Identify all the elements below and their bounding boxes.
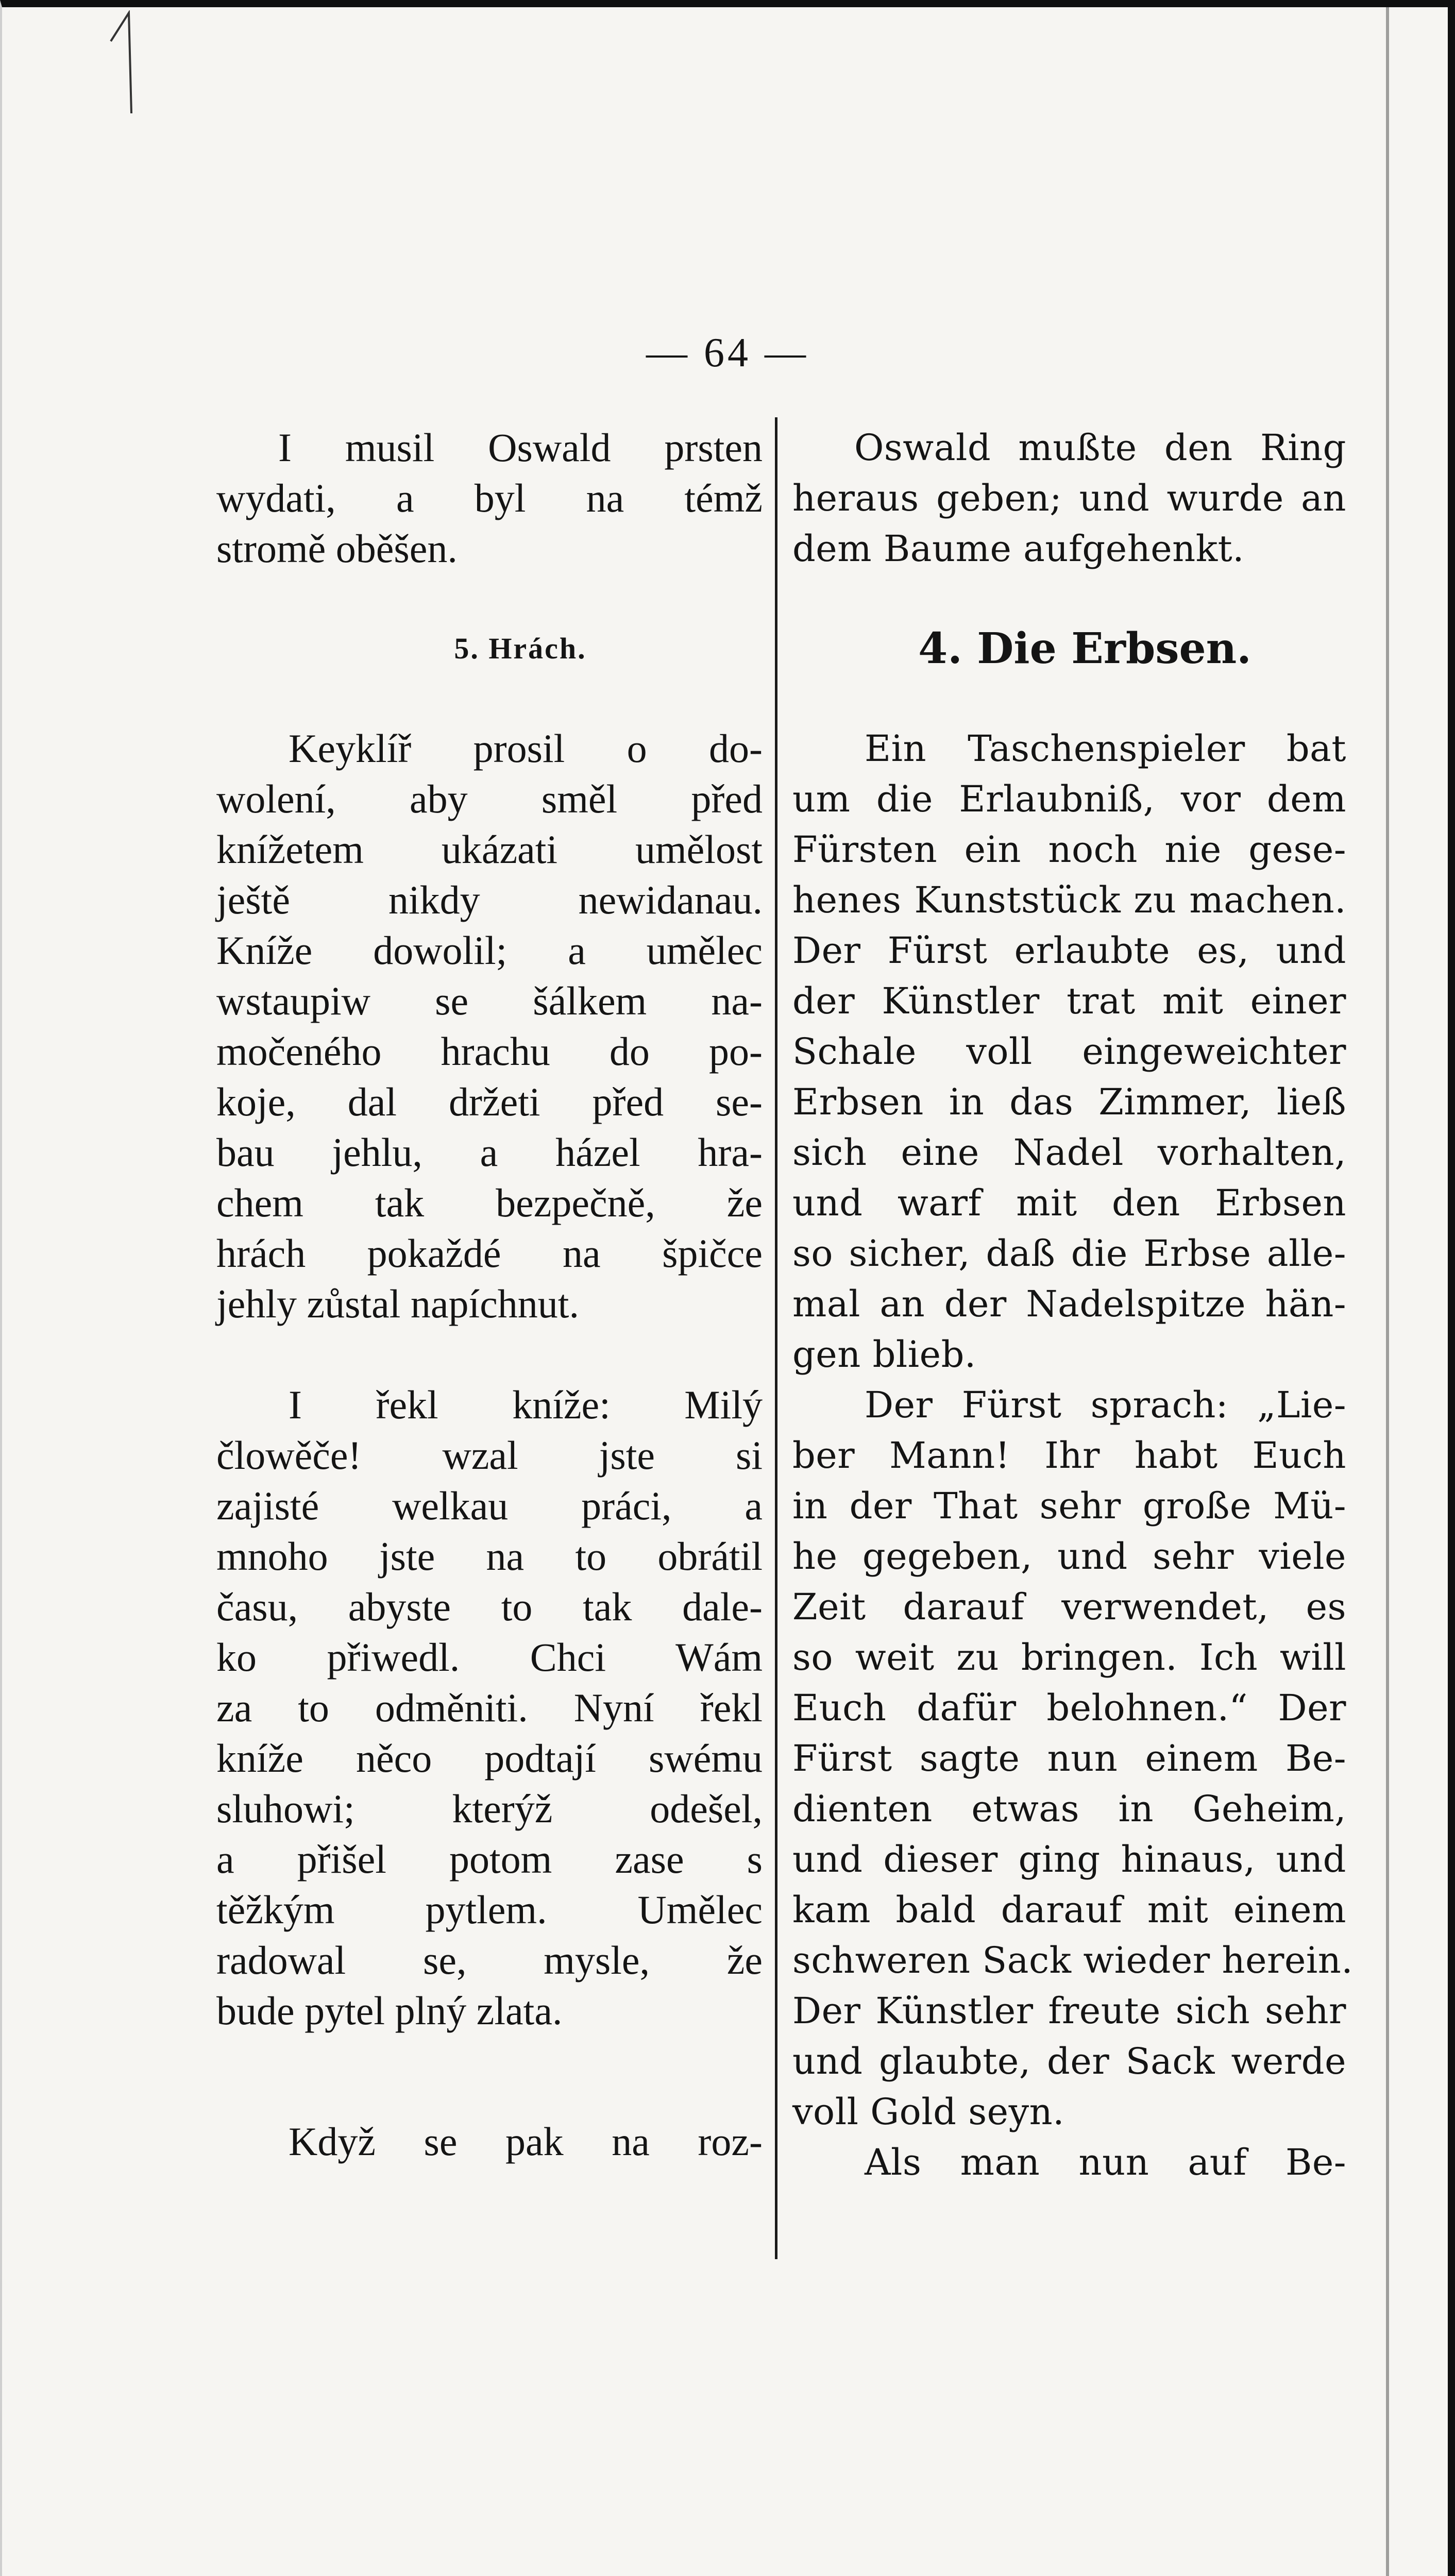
- text-line: Ein Taschenspieler bat: [865, 727, 1346, 770]
- text-line: času, abyste to tak dale-: [216, 1584, 763, 1629]
- text-line: a přišel potom zase s: [216, 1837, 763, 1882]
- text-line: Als man nun auf Be-: [865, 2141, 1346, 2183]
- text-line: zajisté welkau práci, a: [216, 1483, 763, 1528]
- text-line: ještě nikdy newidanau.: [216, 877, 763, 922]
- section-heading: 4. Die Erbsen.: [918, 624, 1251, 673]
- text-line: heraus geben; und wurde an: [792, 477, 1346, 519]
- column-divider: [775, 417, 777, 2259]
- text-line: močeného hrachu do po-: [216, 1029, 763, 1074]
- german-paragraph-3: [792, 2137, 1346, 2188]
- text-line: um die Erlaubniß, vor dem: [792, 778, 1346, 820]
- german-column: [792, 422, 1354, 2188]
- text-line: Když se pak na roz-: [289, 2119, 763, 2164]
- german-paragraph-1: [792, 723, 1346, 1380]
- german-paragraph-2: [792, 1380, 1354, 2137]
- text-line: so sicher, daß die Erbse alle-: [792, 1232, 1346, 1275]
- text-line: jehly zůstal napíchnut.: [216, 1281, 579, 1326]
- text-line: so weit zu bringen. Ich will: [792, 1636, 1346, 1679]
- text-line: Der Künstler freute sich sehr: [792, 1990, 1346, 2032]
- text-line: schweren Sack wieder herein.: [792, 1939, 1354, 1981]
- text-line: Erbsen in das Zimmer, ließ: [792, 1081, 1346, 1123]
- text-line: mnoho jste na to obrátil: [216, 1534, 763, 1579]
- text-line: in der That sehr große Mü-: [792, 1485, 1346, 1527]
- text-line: dem Baume aufgehenkt.: [792, 528, 1245, 570]
- text-line: kam bald darauf mit einem: [792, 1889, 1346, 1931]
- page-edge-shadow: [1386, 7, 1389, 2576]
- text-line: Euch dafür belohnen.“ Der: [792, 1687, 1346, 1729]
- text-line: člowěče! wzal jste si: [216, 1433, 763, 1478]
- text-line: Fürst sagte nun einem Be-: [792, 1737, 1346, 1780]
- text-line: Der Fürst sprach: „Lie-: [865, 1384, 1346, 1426]
- text-line: radowal se, mysle, že: [216, 1938, 763, 1982]
- text-line: za to odměniti. Nyní řekl: [216, 1685, 763, 1730]
- text-line: bude pytel plný zlata.: [216, 1988, 563, 2033]
- text-line: hrách pokaždé na špičce: [216, 1231, 763, 1276]
- czech-paragraph-1: [216, 723, 763, 1329]
- paragraph-gap: [216, 2036, 763, 2116]
- czech-paragraph-3: [216, 2116, 763, 2167]
- text-line: těžkým pytlem. Umělec: [216, 1887, 763, 1932]
- text-line: sich eine Nadel vorhalten,: [792, 1131, 1346, 1174]
- text-line: chem tak bezpečně, že: [216, 1180, 763, 1225]
- text-line: koje, dal držeti před se-: [216, 1079, 763, 1124]
- text-line: wydati, a byl na témž: [216, 476, 763, 520]
- text-line: Fürsten ein noch nie gese-: [792, 828, 1346, 871]
- text-line: und dieser ging hinaus, und: [792, 1838, 1346, 1880]
- czech-paragraph-2: [216, 1380, 763, 2036]
- text-line: Zeit darauf verwendet, es: [792, 1586, 1346, 1628]
- text-line: und warf mit den Erbsen: [792, 1182, 1346, 1224]
- text-line: ber Mann! Ihr habt Euch: [792, 1434, 1346, 1477]
- text-line: he gegeben, und sehr viele: [792, 1535, 1346, 1578]
- text-line: knížetem ukázati umělost: [216, 827, 763, 872]
- text-line: der Künstler trat mit einer: [792, 980, 1346, 1022]
- text-line: bau jehlu, a házel hra-: [216, 1130, 763, 1175]
- text-line: voll Gold seyn.: [792, 2091, 1064, 2133]
- text-line: Keyklíř prosil o do-: [289, 726, 763, 771]
- text-line: Oswald mußte den Ring: [854, 427, 1346, 469]
- czech-intro: [216, 422, 763, 574]
- corner-mark: [108, 10, 139, 118]
- text-line: sluhowi; kterýž odešel,: [216, 1786, 763, 1831]
- text-line: Der Fürst erlaubte es, und: [792, 929, 1346, 972]
- text-line: dienten etwas in Geheim,: [792, 1788, 1346, 1830]
- text-line: henes Kunststück zu machen.: [792, 879, 1346, 921]
- section-heading: 5. Hrách.: [454, 632, 587, 665]
- text-line: gen blieb.: [792, 1333, 976, 1376]
- page-number: — 64 —: [646, 330, 809, 376]
- text-line: Kníže dowolil; a umělec: [216, 928, 763, 973]
- text-line: mal an der Nadelspitze hän-: [792, 1283, 1346, 1325]
- text-line: Schale voll eingeweichter: [792, 1030, 1346, 1073]
- text-line: ko přiwedl. Chci Wám: [216, 1635, 763, 1680]
- paragraph-gap: [216, 1329, 763, 1380]
- text-line: I musil Oswald prsten: [278, 425, 763, 470]
- text-line: stromě oběšen.: [216, 526, 458, 571]
- text-line: wolení, aby směl před: [216, 776, 763, 821]
- text-line: I řekl kníže: Milý: [289, 1382, 763, 1427]
- text-line: kníže něco podtají swému: [216, 1736, 763, 1781]
- german-intro: [792, 422, 1346, 574]
- text-line: wstaupiw se šálkem na-: [216, 978, 763, 1023]
- text-line: und glaubte, der Sack werde: [792, 2040, 1346, 2082]
- czech-column: [216, 422, 763, 2167]
